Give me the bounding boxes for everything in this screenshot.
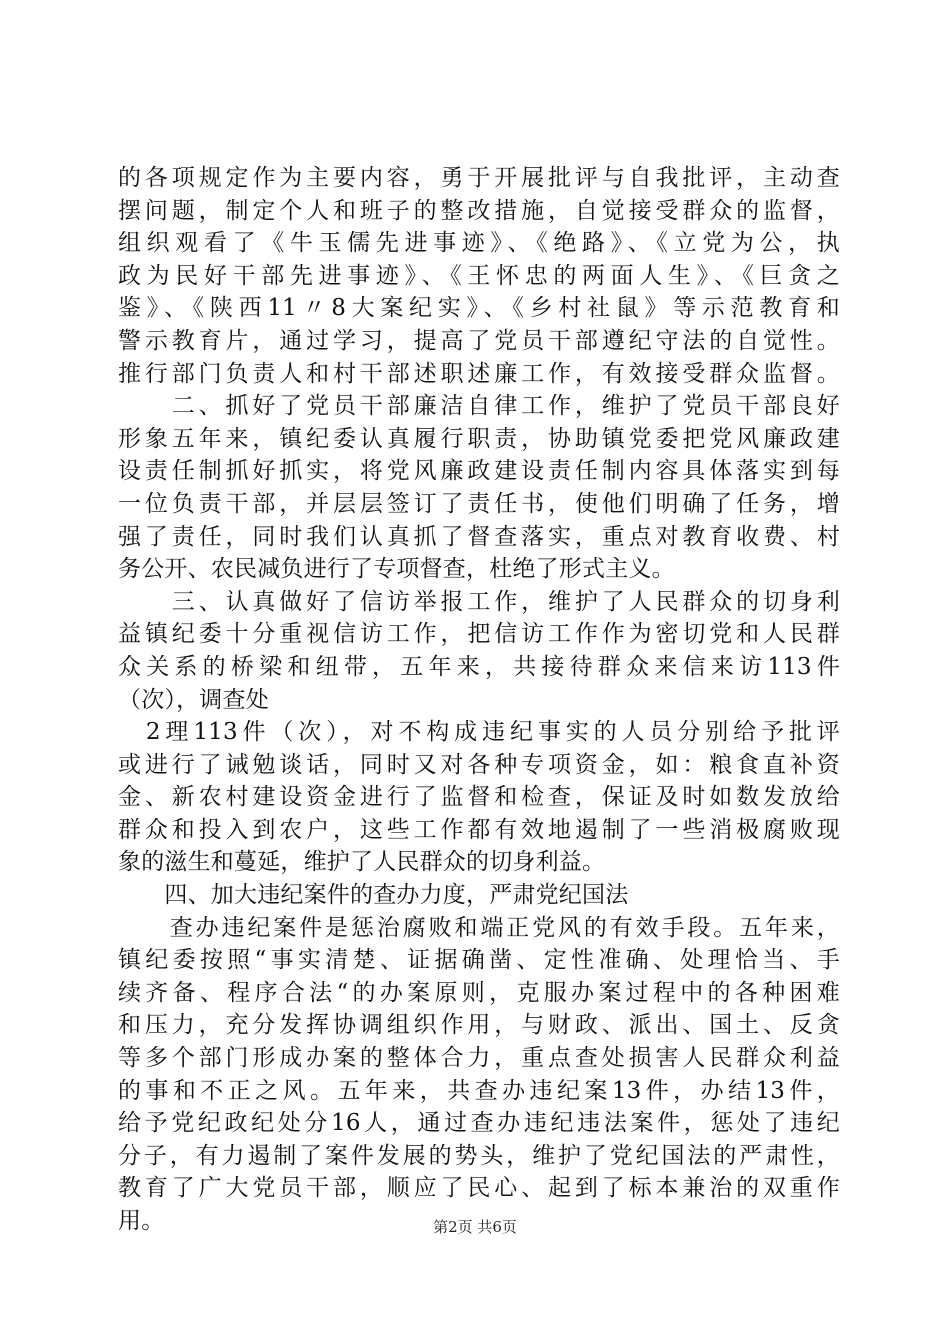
body-line: 分子，有力遏制了案件发展的势头，维护了党纪国法的严肃性， [118,1142,840,1169]
body-line: 组织观看了《牛玉儒先进事迹》、《绝路》、《立党为公，执 [118,230,840,257]
body-line: 设责任制抓好抓实，将党风廉政建设责任制内容具体落实到每 [118,458,840,485]
body-line: 象的滋生和蔓延，维护了人民群众的切身利益。 [118,849,606,876]
section-heading-line: 三、认真做好了信访举报工作，维护了人民群众的切身利 [118,588,840,615]
body-line: 众关系的桥梁和纽带，五年来，共接待群众来信来访113件 [118,653,840,680]
body-line: 的事和不正之风。五年来，共查办违纪案13件，办结13件， [118,1077,840,1104]
body-line: 政为民好干部先进事迹》、《王怀忠的两面人生》、《巨贪之 [118,262,840,289]
body-line: 的各项规定作为主要内容，勇于开展批评与自我批评，主动查 [118,165,840,191]
body-line: 教育了广大党员干部，顺应了民心、起到了标本兼治的双重作 [118,1175,840,1202]
body-line: 警示教育片，通过学习，提高了党员干部遵纪守法的自觉性。 [118,327,840,354]
body-line: 务公开、农民减负进行了专项督查，杜绝了形式主义。 [118,556,675,583]
section-heading-line: 二、抓好了党员干部廉洁自律工作，维护了党员干部良好 [118,393,840,420]
body-line: 形象五年来，镇纪委认真履行职责，协助镇党委把党风廉政建 [118,425,840,452]
body-line: 2理113件（次），对不构成违纪事实的人员分别给予批评 [118,719,840,746]
body-line: 摆问题，制定个人和班子的整改措施，自觉接受群众的监督， [118,197,840,224]
body-line: 或进行了诫勉谈话，同时又对各种专项资金，如：粮食直补资 [118,751,840,778]
body-line: 用。 [118,1208,165,1234]
body-line: 续齐备、程序合法“的办案原则，克服办案过程中的各种困难 [118,979,840,1006]
body-line: 和压力，充分发挥协调组织作用，与财政、派出、国土、反贪 [118,1012,840,1039]
body-line: 查办违纪案件是惩治腐败和端正党风的有效手段。五年来， [118,914,840,941]
body-line: 强了责任，同时我们认真抓了督查落实，重点对教育收费、村 [118,523,840,550]
body-line: 金、新农村建设资金进行了监督和检查，保证及时如数发放给 [118,784,840,811]
body-line: 等多个部门形成办案的整体合力，重点查处损害人民群众利益 [118,1045,840,1072]
body-line: 一位负责干部，并层层签订了责任书，使他们明确了任务，增 [118,490,840,517]
body-line: 推行部门负责人和村干部述职述廉工作，有效接受群众监督。 [118,360,840,387]
body-line: 群众和投入到农户，这些工作都有效地遏制了一些消极腐败现 [118,816,840,843]
page-number-footer: 第2页 共6页 [433,1218,517,1236]
body-line: 鉴》、《陕西11〃8大案纪实》、《乡村社鼠》等示范教育和 [118,295,840,322]
body-line: （次），调查处 [118,686,269,713]
body-line: 镇纪委按照“事实清楚、证据确凿、定性准确、处理恰当、手 [118,947,840,974]
section-heading-line: 四、加大违纪案件的查办力度，严肃党纪国法 [118,882,629,909]
document-body [118,162,840,1238]
body-line: 益镇纪委十分重视信访工作，把信访工作作为密切党和人民群 [118,621,840,648]
body-line: 给予党纪政纪处分16人，通过查办违纪违法案件，惩处了违纪 [118,1110,840,1137]
